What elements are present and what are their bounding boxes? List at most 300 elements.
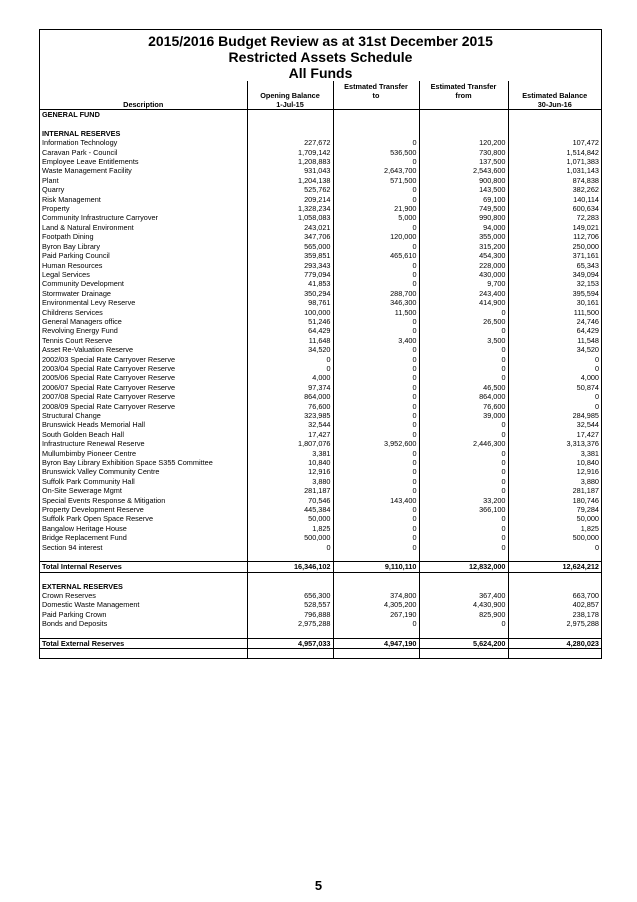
description-cell: Tennis Court Reserve — [42, 335, 113, 345]
table-row — [40, 204, 601, 213]
transfer-to-cell: 0 — [333, 420, 419, 429]
opening-cell: 227,672 — [247, 138, 333, 147]
transfer-to-cell: 21,900 — [333, 204, 419, 213]
description-cell — [40, 629, 247, 639]
opening-cell — [247, 648, 333, 658]
balance-cell: 0 — [508, 355, 601, 364]
opening-cell: 528,557 — [247, 600, 333, 609]
opening-cell: 323,985 — [247, 411, 333, 420]
transfer-from-cell: 0 — [419, 533, 508, 542]
opening-cell: 347,706 — [247, 232, 333, 241]
transfer-to-cell: 5,000 — [333, 213, 419, 222]
description-cell: Employee Leave Entitlements — [42, 157, 139, 167]
description-cell: Childrens Services — [42, 307, 103, 317]
description-cell: Mullumbimby Pioneer Centre — [42, 448, 137, 458]
balance-cell: 34,520 — [508, 345, 601, 354]
balance-cell — [508, 552, 601, 562]
transfer-from-cell: 3,500 — [419, 336, 508, 345]
transfer-from-cell: 355,000 — [419, 232, 508, 241]
spacer-row — [40, 629, 601, 639]
balance-cell: 11,548 — [508, 336, 601, 345]
description-cell: 2005/06 Special Rate Carryover Reserve — [42, 373, 176, 383]
internal-reserves-heading — [40, 129, 601, 138]
transfer-to-cell: 267,190 — [333, 610, 419, 619]
description-cell: Brunswick Heads Memorial Hall — [42, 420, 145, 430]
table-row — [40, 251, 601, 260]
balance-cell — [508, 572, 601, 582]
balance-cell: 3,880 — [508, 477, 601, 486]
opening-cell: 51,246 — [247, 317, 333, 326]
transfer-from-cell: 0 — [419, 326, 508, 335]
transfer-to-cell: 465,610 — [333, 251, 419, 260]
description-cell: Bonds and Deposits — [42, 619, 108, 629]
balance-cell: 663,700 — [508, 591, 601, 600]
description-cell: Quarry — [42, 185, 65, 195]
transfer-to-cell: 536,500 — [333, 148, 419, 157]
col-transfer-from: Estimated Transfer from — [419, 81, 508, 110]
balance-cell: 65,343 — [508, 261, 601, 270]
balance-cell: 2,975,288 — [508, 619, 601, 628]
description-cell: 2003/04 Special Rate Carryover Reserve — [42, 363, 176, 373]
empty-cell — [419, 129, 508, 138]
transfer-to-cell: 0 — [333, 392, 419, 401]
balance-cell: 284,985 — [508, 411, 601, 420]
transfer-to-cell: 0 — [333, 364, 419, 373]
opening-cell: 864,000 — [247, 392, 333, 401]
transfer-to-cell: 3,400 — [333, 336, 419, 345]
transfer-to-cell: 0 — [333, 157, 419, 166]
spacer-row — [40, 572, 601, 582]
description-cell: Property — [42, 204, 70, 214]
spacer-row — [40, 120, 601, 129]
transfer-from-cell: 137,500 — [419, 157, 508, 166]
transfer-to-cell — [333, 552, 419, 562]
table-row — [40, 591, 601, 600]
balance-cell: 112,706 — [508, 232, 601, 241]
transfer-to-cell — [333, 120, 419, 129]
description-cell: Footpath Dining — [42, 232, 94, 242]
opening-cell: 350,294 — [247, 289, 333, 298]
empty-cell — [333, 110, 419, 120]
empty-cell — [419, 582, 508, 591]
transfer-to-cell: 0 — [333, 533, 419, 542]
col-transfer-to: Estmated Transfer to — [333, 81, 419, 110]
opening-cell: 445,384 — [247, 505, 333, 514]
transfer-from-cell: 0 — [419, 430, 508, 439]
description-cell: Property Development Reserve — [42, 505, 144, 515]
reserves-table — [40, 81, 601, 658]
balance-cell: 140,114 — [508, 195, 601, 204]
transfer-from-cell: 366,100 — [419, 505, 508, 514]
transfer-to-cell: 4,947,190 — [333, 638, 419, 648]
transfer-to-cell: 374,800 — [333, 591, 419, 600]
transfer-from-cell — [419, 120, 508, 129]
table-row — [40, 326, 601, 335]
opening-cell: 0 — [247, 543, 333, 552]
opening-cell: 4,957,033 — [247, 638, 333, 648]
transfer-to-cell: 0 — [333, 185, 419, 194]
description-cell: Community Development — [42, 279, 124, 289]
transfer-from-cell: 730,800 — [419, 148, 508, 157]
opening-cell — [247, 120, 333, 129]
description-cell: 2002/03 Special Rate Carryover Reserve — [42, 354, 176, 364]
budget-sheet — [39, 29, 602, 659]
transfer-to-cell: 0 — [333, 486, 419, 495]
description-cell: Environmental Levy Reserve — [42, 298, 136, 308]
balance-cell: 1,071,383 — [508, 157, 601, 166]
balance-cell: 0 — [508, 543, 601, 552]
description-cell: Bangalow Heritage House — [42, 523, 127, 533]
spacer-row — [40, 552, 601, 562]
empty-cell — [508, 129, 601, 138]
opening-cell: 243,021 — [247, 223, 333, 232]
transfer-from-cell: 69,100 — [419, 195, 508, 204]
table-row — [40, 477, 601, 486]
balance-cell: 402,857 — [508, 600, 601, 609]
description-cell: General Managers office — [42, 316, 122, 326]
table-row — [40, 336, 601, 345]
empty-cell — [333, 582, 419, 591]
balance-cell: 349,094 — [508, 270, 601, 279]
transfer-to-cell — [333, 572, 419, 582]
description-cell: Brunswick Valley Community Centre — [42, 467, 160, 477]
col-opening: Opening Balance 1-Jul-15 — [247, 81, 333, 110]
table-row — [40, 148, 601, 157]
balance-cell: 4,280,023 — [508, 638, 601, 648]
transfer-from-cell: 0 — [419, 524, 508, 533]
title-line-1: 2015/2016 Budget Review as at 31st December 2015 — [148, 33, 493, 49]
opening-cell: 16,346,102 — [247, 562, 333, 572]
table-row — [40, 364, 601, 373]
balance-cell: 107,472 — [508, 138, 601, 147]
transfer-to-cell: 0 — [333, 355, 419, 364]
opening-cell — [247, 552, 333, 562]
transfer-to-cell: 0 — [333, 514, 419, 523]
opening-cell — [247, 572, 333, 582]
table-row — [40, 317, 601, 326]
transfer-to-cell: 0 — [333, 524, 419, 533]
balance-cell: 600,634 — [508, 204, 601, 213]
opening-cell: 3,880 — [247, 477, 333, 486]
transfer-to-cell: 143,400 — [333, 496, 419, 505]
transfer-from-cell: 143,500 — [419, 185, 508, 194]
table-row — [40, 157, 601, 166]
opening-cell: 500,000 — [247, 533, 333, 542]
transfer-from-cell: 0 — [419, 458, 508, 467]
external-total-row — [40, 638, 601, 648]
section-heading: GENERAL FUND — [42, 110, 100, 120]
transfer-to-cell: 0 — [333, 619, 419, 628]
section-heading: INTERNAL RESERVES — [42, 128, 121, 138]
opening-cell: 1,709,142 — [247, 148, 333, 157]
transfer-from-cell: 0 — [419, 420, 508, 429]
opening-cell: 10,840 — [247, 458, 333, 467]
transfer-from-cell: 0 — [419, 364, 508, 373]
opening-cell: 1,807,076 — [247, 439, 333, 448]
table-row — [40, 505, 601, 514]
description-cell: Asset Re-Valuation Reserve — [42, 345, 134, 355]
balance-cell — [508, 648, 601, 658]
description-cell — [40, 648, 247, 658]
transfer-from-cell: 9,700 — [419, 279, 508, 288]
balance-cell: 0 — [508, 392, 601, 401]
table-row — [40, 242, 601, 251]
transfer-to-cell: 0 — [333, 373, 419, 382]
description-cell: Waste Management Facility — [42, 166, 132, 176]
table-row — [40, 514, 601, 523]
title-block — [40, 30, 601, 81]
balance-cell: 250,000 — [508, 242, 601, 251]
balance-cell: 72,283 — [508, 213, 601, 222]
transfer-from-cell: 0 — [419, 619, 508, 628]
table-row — [40, 496, 601, 505]
description-cell: Structural Change — [42, 411, 101, 420]
description-cell: Infrastructure Renewal Reserve — [42, 439, 145, 449]
description-cell: Paid Parking Crown — [42, 609, 107, 619]
table-row — [40, 533, 601, 542]
transfer-from-cell: 900,800 — [419, 176, 508, 185]
table-row — [40, 355, 601, 364]
opening-cell: 100,000 — [247, 308, 333, 317]
table-row — [40, 289, 601, 298]
transfer-from-cell: 39,000 — [419, 411, 508, 420]
table-row — [40, 345, 601, 354]
description-cell: 2008/09 Special Rate Carryover Reserve — [42, 401, 176, 411]
table-row — [40, 619, 601, 628]
table-row — [40, 411, 601, 420]
transfer-from-cell: 0 — [419, 514, 508, 523]
description-cell — [40, 572, 247, 582]
table-row — [40, 213, 601, 222]
table-row — [40, 402, 601, 411]
description-cell: Legal Services — [42, 269, 90, 279]
opening-cell: 1,208,883 — [247, 157, 333, 166]
table-row — [40, 430, 601, 439]
opening-cell: 64,429 — [247, 326, 333, 335]
transfer-from-cell: 5,624,200 — [419, 638, 508, 648]
empty-cell — [508, 110, 601, 120]
table-row — [40, 232, 601, 241]
transfer-to-cell: 0 — [333, 543, 419, 552]
opening-cell: 98,761 — [247, 298, 333, 307]
table-row — [40, 373, 601, 382]
balance-cell: 395,594 — [508, 289, 601, 298]
balance-cell: 0 — [508, 402, 601, 411]
table-row — [40, 185, 601, 194]
title-line-2: Restricted Assets Schedule — [228, 49, 413, 65]
header-row — [40, 81, 601, 110]
table-row — [40, 524, 601, 533]
transfer-from-cell — [419, 629, 508, 639]
description-cell — [40, 120, 247, 129]
opening-cell: 1,058,083 — [247, 213, 333, 222]
transfer-to-cell: 0 — [333, 270, 419, 279]
transfer-from-cell: 0 — [419, 449, 508, 458]
empty-cell — [333, 129, 419, 138]
transfer-to-cell: 120,000 — [333, 232, 419, 241]
table-row — [40, 383, 601, 392]
transfer-from-cell: 33,200 — [419, 496, 508, 505]
transfer-to-cell: 0 — [333, 505, 419, 514]
balance-cell: 32,153 — [508, 279, 601, 288]
col-description: Description — [40, 81, 247, 110]
table-row — [40, 467, 601, 476]
balance-cell: 0 — [508, 364, 601, 373]
transfer-from-cell: 120,200 — [419, 138, 508, 147]
opening-cell: 32,544 — [247, 420, 333, 429]
opening-cell: 0 — [247, 364, 333, 373]
transfer-to-cell: 0 — [333, 138, 419, 147]
transfer-from-cell: 414,900 — [419, 298, 508, 307]
opening-cell: 293,343 — [247, 261, 333, 270]
description-cell: Paid Parking Council — [42, 251, 110, 261]
transfer-to-cell: 4,305,200 — [333, 600, 419, 609]
opening-cell: 97,374 — [247, 383, 333, 392]
opening-cell: 76,600 — [247, 402, 333, 411]
description-cell: Plant — [42, 175, 59, 185]
description-cell: On-Site Sewerage Mgmt — [42, 486, 122, 496]
table-row — [40, 458, 601, 467]
transfer-to-cell: 288,700 — [333, 289, 419, 298]
table-row — [40, 166, 601, 175]
internal-total-row — [40, 562, 601, 572]
opening-cell — [247, 629, 333, 639]
transfer-from-cell: 0 — [419, 486, 508, 495]
table-row — [40, 223, 601, 232]
opening-cell: 41,853 — [247, 279, 333, 288]
table-row — [40, 308, 601, 317]
transfer-to-cell: 0 — [333, 383, 419, 392]
transfer-to-cell: 3,952,600 — [333, 439, 419, 448]
transfer-to-cell: 0 — [333, 261, 419, 270]
transfer-from-cell: 94,000 — [419, 223, 508, 232]
opening-cell: 3,381 — [247, 449, 333, 458]
transfer-to-cell: 9,110,110 — [333, 562, 419, 572]
table-row — [40, 600, 601, 609]
balance-cell: 50,000 — [508, 514, 601, 523]
spacer-row — [40, 648, 601, 658]
transfer-to-cell: 0 — [333, 223, 419, 232]
description-cell: Information Technology — [42, 138, 118, 148]
transfer-from-cell: 0 — [419, 477, 508, 486]
opening-cell: 931,043 — [247, 166, 333, 175]
table-row — [40, 449, 601, 458]
section-heading: EXTERNAL RESERVES — [42, 581, 123, 591]
description-cell: Risk Management — [42, 194, 101, 204]
opening-cell: 1,825 — [247, 524, 333, 533]
table-row — [40, 279, 601, 288]
transfer-from-cell: 990,800 — [419, 213, 508, 222]
transfer-to-cell: 0 — [333, 467, 419, 476]
balance-cell: 17,427 — [508, 430, 601, 439]
description-cell: Caravan Park - Council — [42, 147, 118, 157]
table-row — [40, 176, 601, 185]
opening-cell: 281,187 — [247, 486, 333, 495]
description-cell: Suffolk Park Open Space Reserve — [42, 514, 153, 524]
transfer-from-cell: 12,832,000 — [419, 562, 508, 572]
empty-cell — [508, 582, 601, 591]
balance-cell: 1,825 — [508, 524, 601, 533]
opening-cell: 656,300 — [247, 591, 333, 600]
table-row — [40, 392, 601, 401]
transfer-from-cell: 243,400 — [419, 289, 508, 298]
transfer-to-cell: 0 — [333, 326, 419, 335]
balance-cell: 238,178 — [508, 610, 601, 619]
transfer-to-cell: 11,500 — [333, 308, 419, 317]
table-row — [40, 261, 601, 270]
balance-cell: 382,262 — [508, 185, 601, 194]
description-cell: Special Events Response & Mitigation — [42, 495, 166, 505]
description-cell: Stormwater Drainage — [42, 288, 111, 298]
transfer-from-cell: 0 — [419, 543, 508, 552]
opening-cell: 1,328,234 — [247, 204, 333, 213]
transfer-to-cell: 0 — [333, 242, 419, 251]
balance-cell: 12,624,212 — [508, 562, 601, 572]
transfer-from-cell: 825,900 — [419, 610, 508, 619]
description-cell: 2006/07 Special Rate Carryover Reserve — [42, 382, 176, 392]
opening-cell: 12,916 — [247, 467, 333, 476]
opening-cell: 4,000 — [247, 373, 333, 382]
table-body — [40, 110, 601, 658]
table-row — [40, 486, 601, 495]
balance-cell: 12,916 — [508, 467, 601, 476]
transfer-from-cell: 367,400 — [419, 591, 508, 600]
description-cell: Total Internal Reserves — [40, 562, 247, 572]
balance-cell: 30,161 — [508, 298, 601, 307]
transfer-to-cell: 2,643,700 — [333, 166, 419, 175]
balance-cell: 3,313,376 — [508, 439, 601, 448]
opening-cell: 1,204,138 — [247, 176, 333, 185]
transfer-from-cell: 0 — [419, 373, 508, 382]
description-cell: South Golden Beach Hall — [42, 429, 124, 439]
transfer-from-cell: 0 — [419, 467, 508, 476]
transfer-from-cell: 2,446,300 — [419, 439, 508, 448]
opening-cell: 70,546 — [247, 496, 333, 505]
opening-cell: 11,648 — [247, 336, 333, 345]
external-reserves-heading — [40, 582, 601, 591]
description-cell: Section 94 interest — [42, 542, 103, 552]
balance-cell: 111,500 — [508, 308, 601, 317]
opening-cell: 359,851 — [247, 251, 333, 260]
table-row — [40, 439, 601, 448]
description-cell: Byron Bay Library Exhibition Space S355 Committee — [42, 458, 213, 468]
transfer-from-cell — [419, 648, 508, 658]
table-row — [40, 543, 601, 552]
transfer-to-cell: 0 — [333, 402, 419, 411]
opening-cell: 565,000 — [247, 242, 333, 251]
description-cell: Total External Reserves — [40, 638, 247, 648]
opening-cell: 525,762 — [247, 185, 333, 194]
description-cell: Human Resources — [42, 260, 103, 270]
balance-cell: 24,746 — [508, 317, 601, 326]
transfer-from-cell: 4,430,900 — [419, 600, 508, 609]
title-line-3: All Funds — [288, 65, 353, 81]
opening-cell: 779,094 — [247, 270, 333, 279]
transfer-to-cell: 0 — [333, 458, 419, 467]
opening-cell: 50,000 — [247, 514, 333, 523]
description-cell: Byron Bay Library — [42, 241, 100, 251]
transfer-to-cell: 571,500 — [333, 176, 419, 185]
opening-cell: 0 — [247, 355, 333, 364]
table-row — [40, 420, 601, 429]
balance-cell — [508, 120, 601, 129]
transfer-to-cell: 0 — [333, 195, 419, 204]
empty-cell — [247, 582, 333, 591]
transfer-from-cell: 430,000 — [419, 270, 508, 279]
transfer-from-cell: 749,500 — [419, 204, 508, 213]
transfer-to-cell: 0 — [333, 449, 419, 458]
transfer-from-cell: 228,000 — [419, 261, 508, 270]
